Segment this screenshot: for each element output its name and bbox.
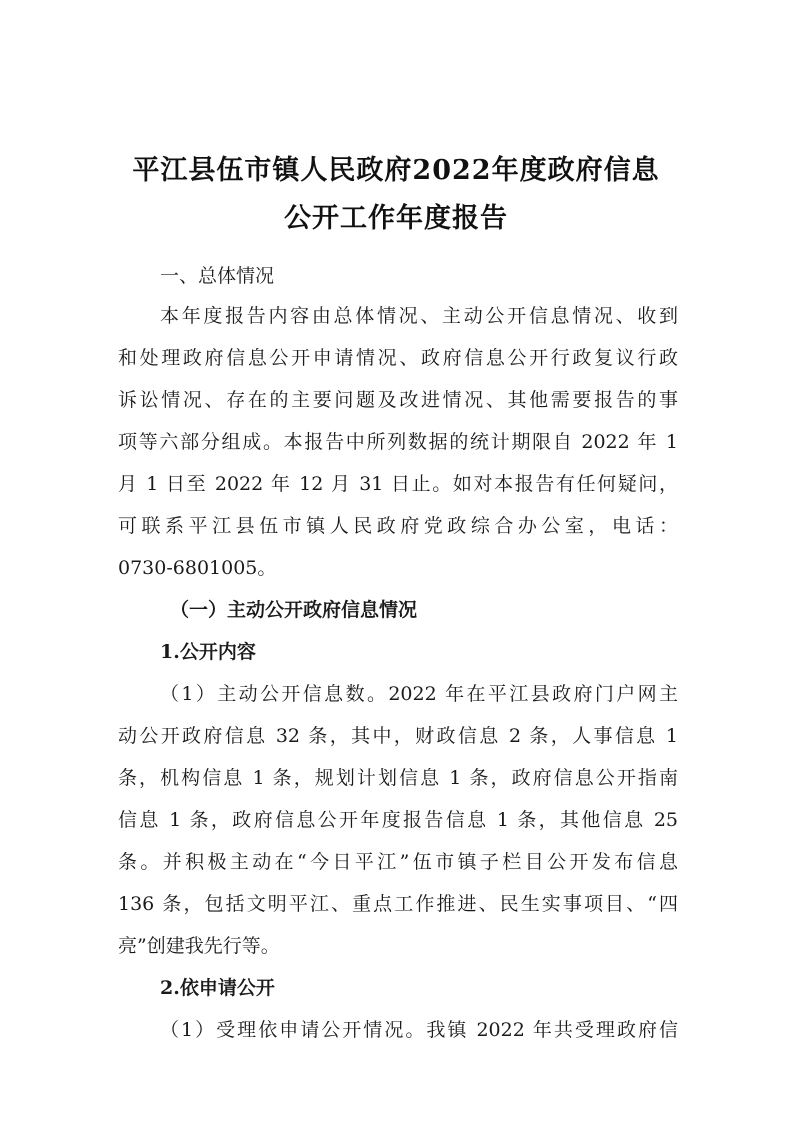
item-heading-disclosure-content: 1.公开内容 — [160, 641, 256, 663]
intro-paragraph-line: 项等六部分组成。本报告中所列数据的统计期限自 2022 年 1 — [118, 431, 678, 453]
report-title-line-2: 公开工作年度报告 — [284, 203, 508, 234]
intro-paragraph-line: 和处理政府信息公开申请情况、政府信息公开行政复议行政 — [118, 347, 678, 369]
intro-paragraph-line: 可联系平江县伍市镇人民政府党政综合办公室，电话： — [118, 515, 678, 537]
item1-paragraph-line: 条，机构信息 1 条，规划计划信息 1 条，政府信息公开指南 — [118, 767, 678, 789]
report-title-line-1: 平江县伍市镇人民政府2022年度政府信息 — [132, 155, 660, 186]
intro-paragraph-line: 诉讼情况、存在的主要问题及改进情况、其他需要报告的事 — [118, 389, 678, 411]
item1-paragraph-line: 亮”创建我先行等。 — [118, 935, 280, 957]
item2-paragraph-line: （1）受理依申请公开情况。我镇 2022 年共受理政府信 — [160, 1019, 678, 1041]
item1-paragraph-line: 136 条，包括文明平江、重点工作推进、民生实事项目、“四 — [118, 893, 678, 915]
item1-paragraph-line: 条。并积极主动在“今日平江”伍市镇子栏目公开发布信息 — [118, 851, 678, 873]
subsection-heading-proactive-disclosure: （一）主动公开政府信息情况 — [170, 599, 418, 621]
intro-paragraph-line: 本年度报告内容由总体情况、主动公开信息情况、收到 — [160, 305, 678, 327]
item1-paragraph-line: 信息 1 条，政府信息公开年度报告信息 1 条，其他信息 25 — [118, 809, 678, 831]
section-heading-overview: 一、总体情况 — [160, 265, 275, 287]
intro-paragraph-line: 0730-6801005。 — [118, 557, 277, 579]
item1-paragraph-line: 动公开政府信息 32 条，其中，财政信息 2 条，人事信息 1 — [118, 725, 678, 747]
item1-paragraph-line: （1）主动公开信息数。2022 年在平江县政府门户网主 — [160, 683, 678, 705]
item-heading-on-request-disclosure: 2.依申请公开 — [160, 977, 275, 999]
intro-paragraph-line: 月 1 日至 2022 年 12 月 31 日止。如对本报告有任何疑问， — [118, 473, 678, 495]
